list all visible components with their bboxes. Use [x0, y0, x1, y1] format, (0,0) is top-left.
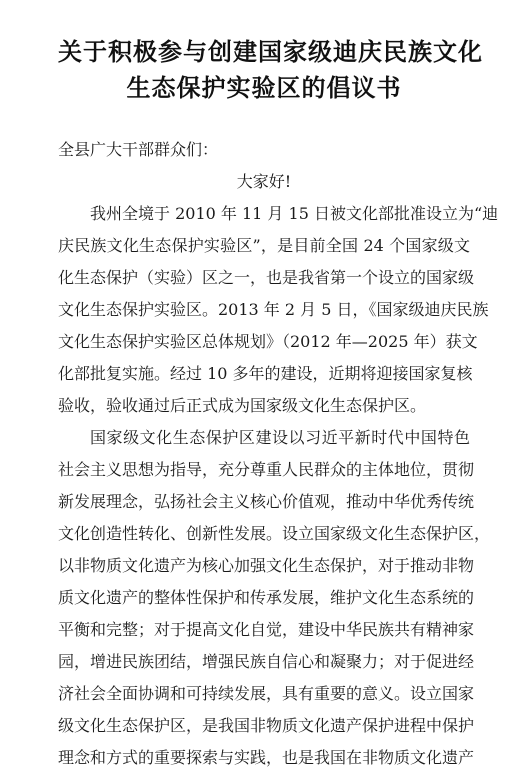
paragraph-2 — [58, 422, 491, 774]
title-spacer — [58, 106, 470, 134]
paragraph-line: 新发展理念，弘扬社会主义核心价值观，推动中华优秀传统 — [58, 492, 475, 511]
paragraph-1 — [58, 198, 499, 422]
paragraph-line: 园，增进民族团结，增强民族自信心和凝聚力；对于促进经 — [58, 652, 475, 671]
document-title — [58, 34, 483, 106]
paragraph-line: 化生态保护（实验）区之一，也是我省第一个设立的国家级 — [58, 268, 475, 287]
paragraph-line: 我州全境于 2010 年 11 月 15 日被文化部批准设立为“迪 — [90, 204, 499, 223]
greeting: 大家好! — [236, 172, 292, 191]
title-line-2: 生态保护实验区的倡议书 — [126, 73, 402, 102]
paragraph-line: 文化生态保护实验区总体规划》（2012 年—2025 年）获文 — [58, 332, 478, 351]
paragraph-line: 平衡和完整；对于提高文化自觉，建设中华民族共有精神家 — [58, 620, 475, 639]
salutation: 全县广大干部群众们： — [58, 140, 219, 159]
paragraph-line: 济社会全面协调和可持续发展，具有重要的意义。设立国家 — [58, 684, 475, 703]
paragraph-line: 理念和方式的重要探索与实践，也是我国在非物质文化遗产 — [58, 748, 475, 767]
paragraph-line: 文化创造性转化、创新性发展。设立国家级文化生态保护区， — [58, 524, 491, 543]
paragraph-line: 化部批复实施。经过 10 多年的建设，近期将迎接国家复核 — [58, 364, 473, 383]
paragraph-line: 庆民族文化生态保护实验区”，是目前全国 24 个国家级文 — [58, 236, 470, 255]
paragraph-line: 级文化生态保护区，是我国非物质文化遗产保护进程中保护 — [58, 716, 475, 735]
paragraph-line: 社会主义思想为指导，充分尊重人民群众的主体地位，贯彻 — [58, 460, 475, 479]
paragraph-line: 验收，验收通过后正式成为国家级文化生态保护区。 — [58, 396, 427, 415]
paragraph-line: 质文化遗产的整体性保护和传承发展，维护文化生态系统的 — [58, 588, 475, 607]
paragraph-line: 国家级文化生态保护区建设以习近平新时代中国特色 — [90, 428, 470, 447]
paragraph-line: 文化生态保护实验区。2013 年 2 月 5 日，《国家级迪庆民族 — [58, 300, 489, 319]
title-line-1: 关于积极参与创建国家级迪庆民族文化 — [58, 37, 483, 66]
paragraph-line: 以非物质文化遗产为核心加强文化生态保护，对于推动非物 — [58, 556, 475, 575]
